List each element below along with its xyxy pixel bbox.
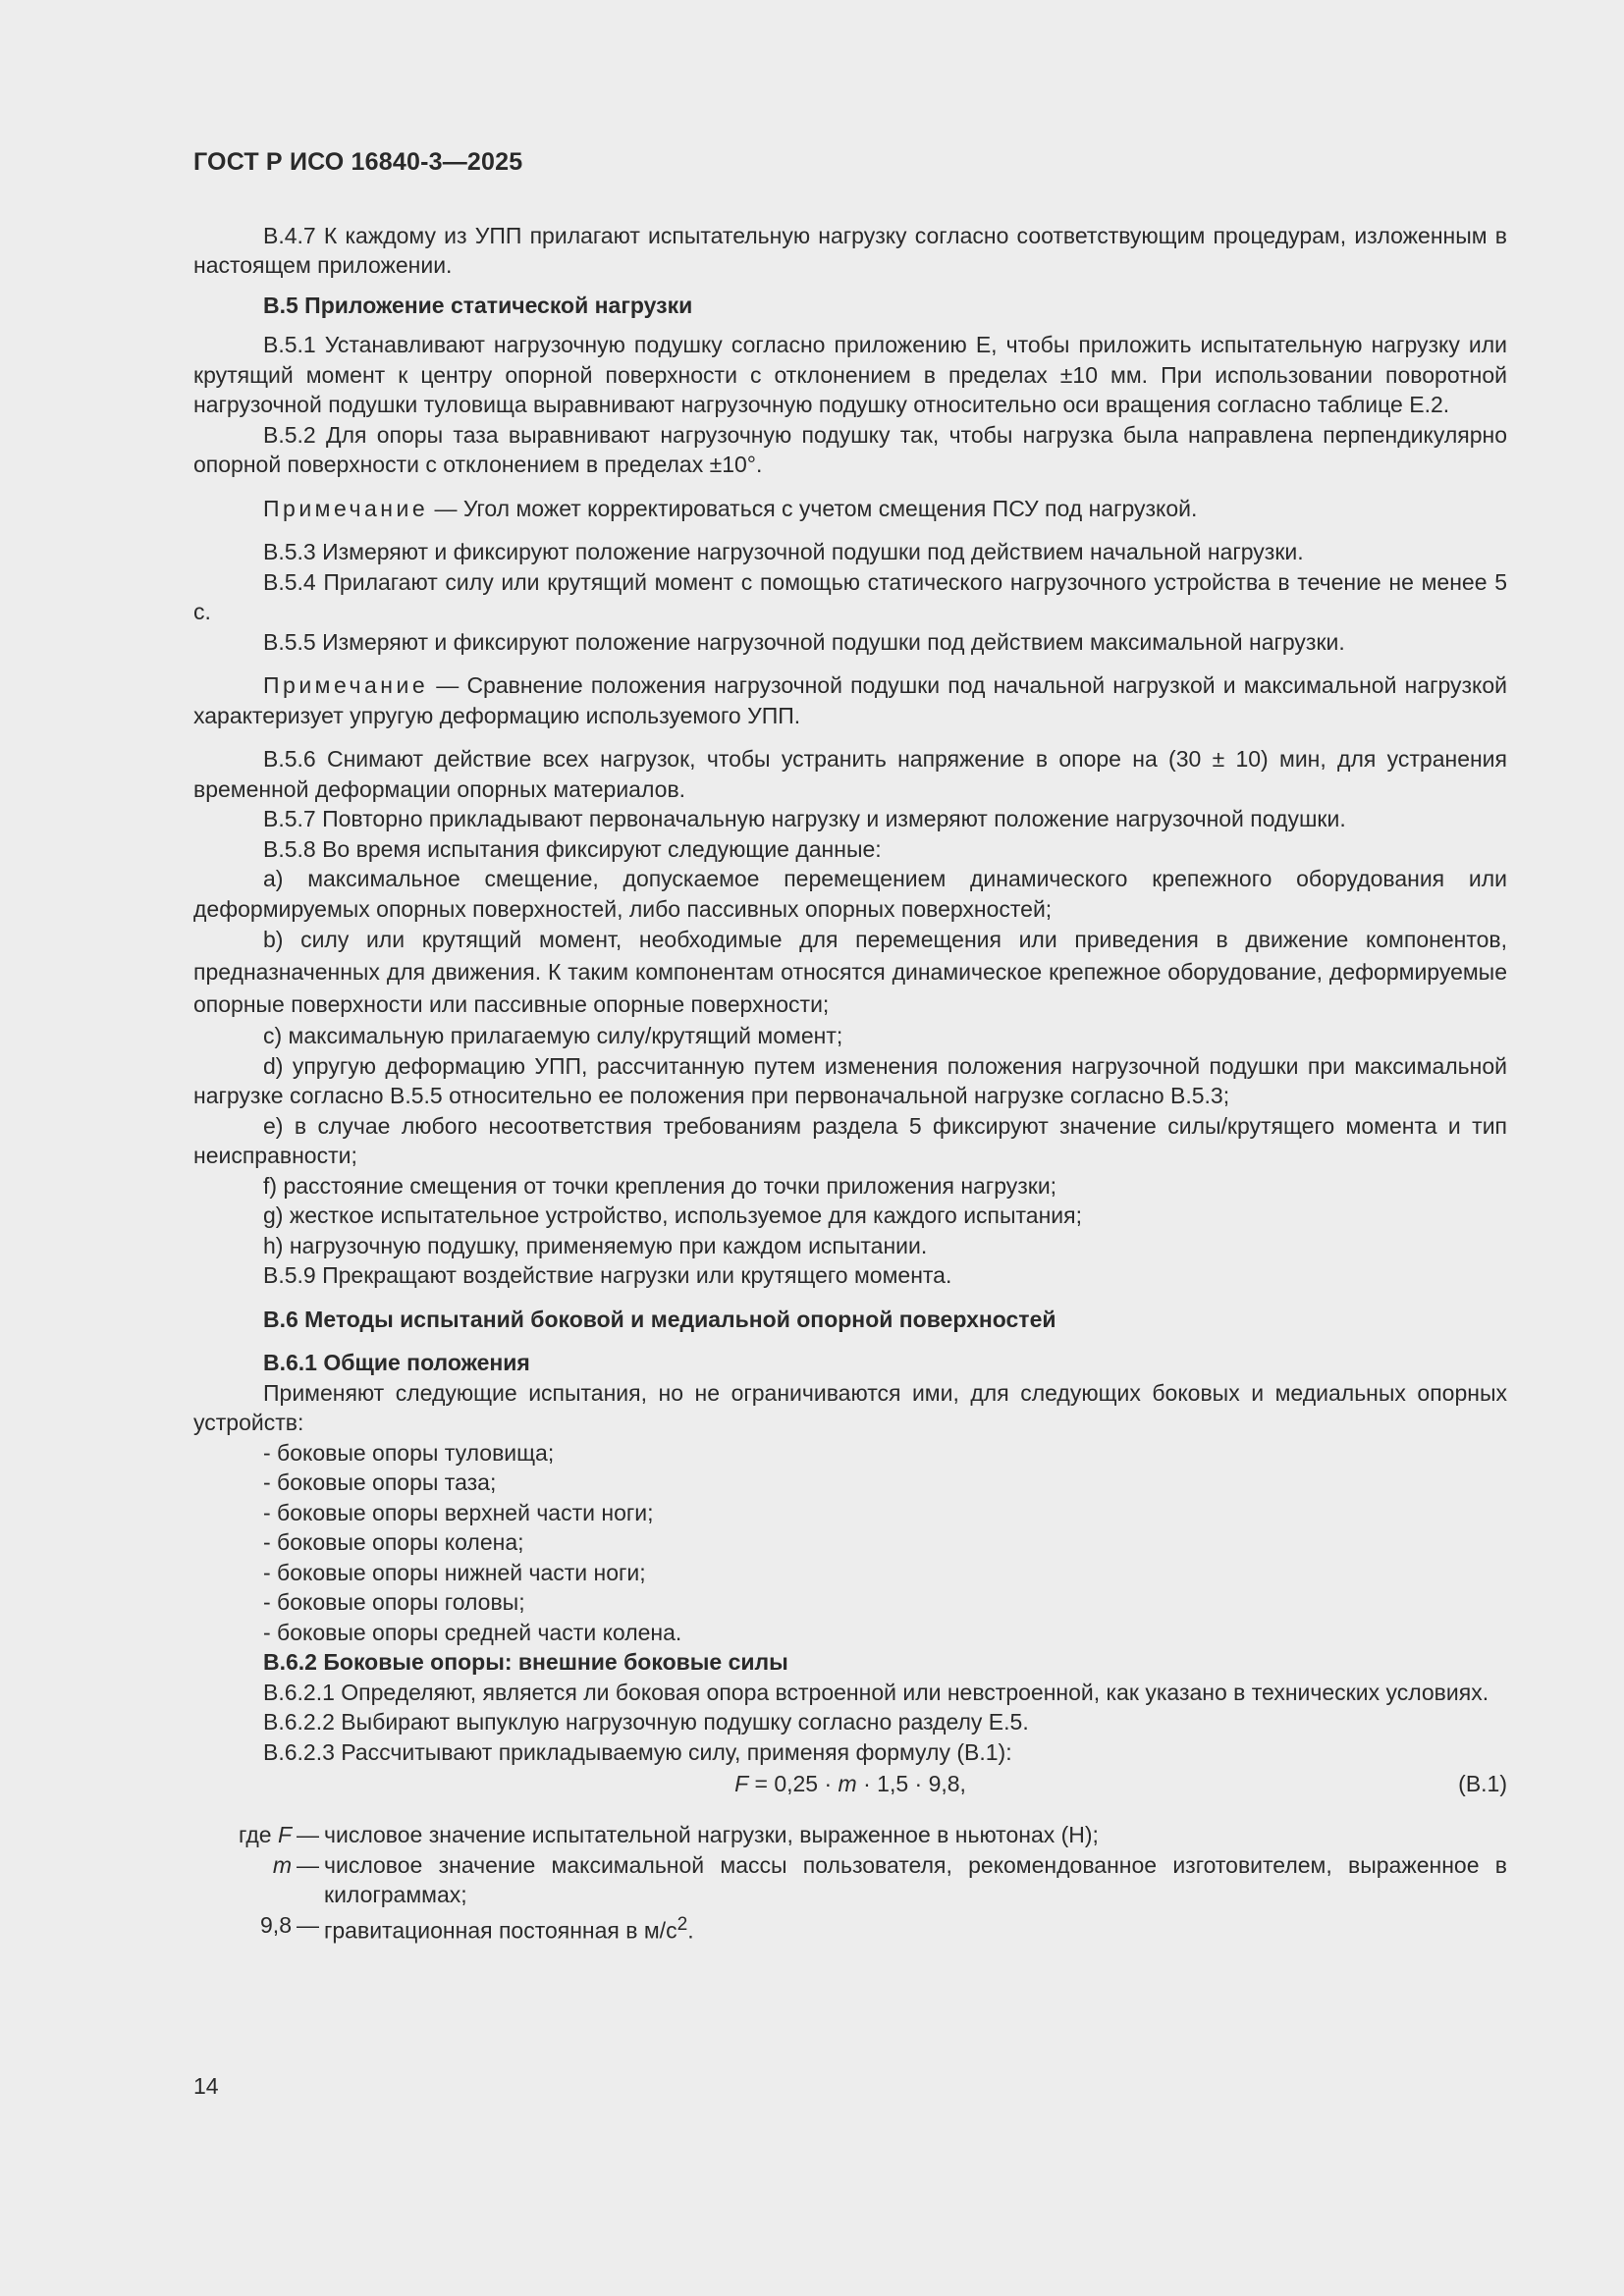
formula-part: = 0,25 · (748, 1771, 839, 1796)
clause-b51: В.5.1 Устанавливают нагрузочную подушку согласно приложению Е, чтобы приложить испытательную нагрузку или крутящий момент к центру опорной поверхности с отклонением в пределах ±10 мм. При использовании поворотной нагрузочной подушки туловища выравнивают нагрузочную подушку относительно оси вращения согласно таблице Е.2. (193, 332, 1507, 417)
page-content (193, 147, 1507, 1946)
where-label: где (238, 1822, 272, 1847)
note-label: Примечание (263, 672, 429, 698)
section-b6-title: В.6 Методы испытаний боковой и медиальной опорной поверхностей (263, 1306, 1056, 1332)
note-label: Примечание (263, 495, 429, 521)
clause-b52: В.5.2 Для опоры таза выравнивают нагрузочную подушку так, чтобы нагрузка была направлена перпендикулярно опорной поверхности с отклонением в пределах ±10°. (193, 421, 1507, 477)
formula-definitions (193, 1820, 1507, 1946)
clause-b56: В.5.6 Снимают действие всех нагрузок, чтобы устранить напряжение в опоре на (30 ± 10) мин, для устранения временной деформации опорных материалов. (193, 746, 1507, 802)
list-item-b: b) силу или крутящий момент, необходимые для перемещения или приведения в движение компонентов, предназначенных для движения. К таким компонентам относятся динамическое крепежное оборудование, деформируемые опорные поверхности или пассивные опорные поверхности; (193, 927, 1507, 1017)
superscript: 2 (677, 1913, 688, 1935)
list-item-e: e) в случае любого несоответствия требованиям раздела 5 фиксируют значение силы/крутящего момента и тип неисправности; (193, 1112, 1507, 1168)
definition-dash: — (297, 1822, 319, 1847)
clause-b622: В.6.2.2 Выбирают выпуклую нагрузочную подушку согласно разделу Е.5. (263, 1709, 1029, 1735)
definition-dash: — (297, 1851, 319, 1878)
clause-b61-text: Применяют следующие испытания, но не ограничиваются ими, для следующих боковых и медиальных опорных устройств: (193, 1379, 1507, 1435)
note-2 (193, 670, 1507, 730)
list-item-g: g) жесткое испытательное устройство, используемое для каждого испытания; (263, 1202, 1082, 1228)
list-item: - боковые опоры колена; (263, 1529, 524, 1555)
list-item: - боковые опоры средней части колена. (263, 1619, 682, 1645)
section-b61-title: В.6.1 Общие положения (263, 1350, 530, 1375)
note-1-text: — Угол может корректироваться с учетом смещения ПСУ под нагрузкой. (428, 495, 1198, 521)
definition-text: числовое значение максимальной массы пользователя, рекомендованное изготовителем, выраженное в килограммах; (324, 1851, 1507, 1907)
definition-f (193, 1820, 1507, 1850)
clause-b53: В.5.3 Измеряют и фиксируют положение нагрузочной подушки под действием начальной нагрузки. (263, 539, 1304, 564)
section-b5-title: В.5 Приложение статической нагрузки (263, 292, 693, 318)
definition-text (324, 1910, 1507, 1946)
list-item-c: c) максимальную прилагаемую силу/крутящий момент; (263, 1023, 843, 1048)
clause-b623: В.6.2.3 Рассчитывают прикладываемую силу, применяя формулу (В.1): (263, 1738, 1012, 1765)
formula-part: · 1,5 · 9,8, (856, 1771, 966, 1796)
definition-text-end: . (687, 1917, 694, 1944)
section-b62-title: В.6.2 Боковые опоры: внешние боковые силы (263, 1649, 788, 1675)
list-item: - боковые опоры верхней части ноги; (263, 1499, 654, 1525)
clause-b47: В.4.7 К каждому из УПП прилагают испытательную нагрузку согласно соответствующим процедурам, изложенным в настоящем приложении. (193, 222, 1507, 278)
formula-number: (В.1) (1458, 1771, 1507, 1796)
document-header: ГОСТ Р ИСО 16840-3—2025 (193, 148, 523, 176)
list-item: - боковые опоры таза; (263, 1469, 497, 1495)
definition-term (193, 1850, 292, 1881)
page-number: 14 (193, 2073, 219, 2099)
list-item: - боковые опоры туловища; (263, 1439, 555, 1466)
supports-list (263, 1438, 1507, 1648)
clause-b621: В.6.2.1 Определяют, является ли боковая опора встроенной или невстроенной, как указано в технических условиях. (263, 1679, 1489, 1705)
list-item-a: a) максимальное смещение, допускаемое перемещением динамического крепежного оборудования или деформируемых опорных поверхностей, либо пассивных опорных поверхностей; (193, 866, 1507, 922)
list-item: - боковые опоры головы; (263, 1589, 525, 1615)
definition-text: числовое значение испытательной нагрузки, выраженное в ньютонах (Н); (324, 1822, 1099, 1847)
list-item-d: d) упругую деформацию УПП, рассчитанную путем изменения положения нагрузочной подушки при максимальной нагрузке согласно В.5.5 относительно ее положения при первоначальной нагрузке согласно В.5.3; (193, 1052, 1507, 1108)
clause-b55: В.5.5 Измеряют и фиксируют положение нагрузочной подушки под действием максимальной нагрузки. (263, 628, 1345, 655)
definition-text-main: гравитационная постоянная в м/с (324, 1917, 677, 1944)
definition-dash: — (297, 1911, 319, 1938)
definition-m (193, 1850, 1507, 1910)
list-item-f: f) расстояние смещения от точки крепления до точки приложения нагрузки; (263, 1172, 1057, 1199)
definition-g (193, 1910, 1507, 1946)
formula-b1 (193, 1769, 1507, 1802)
formula-var-m: m (838, 1771, 857, 1796)
formula-expression (193, 1769, 1507, 1799)
note-2-text: — Сравнение положения нагрузочной подушки под начальной нагрузкой и максимальной нагрузкой характеризует упругую деформацию используемого УПП. (193, 672, 1507, 728)
var-m: m (272, 1851, 292, 1878)
clause-b59: В.5.9 Прекращают воздействие нагрузки или крутящего момента. (263, 1262, 952, 1288)
definition-term: 9,8 (260, 1911, 292, 1938)
clause-b57: В.5.7 Повторно прикладывают первоначальную нагрузку и измеряют положение нагрузочной подушки. (263, 806, 1346, 831)
note-1 (193, 494, 1507, 524)
formula-var-f: F (734, 1771, 749, 1796)
clause-b58: В.5.8 Во время испытания фиксируют следующие данные: (263, 835, 882, 862)
list-item-h: h) нагрузочную подушку, применяемую при каждом испытании. (263, 1232, 928, 1258)
definition-term (193, 1820, 292, 1850)
list-item: - боковые опоры нижней части ноги; (263, 1559, 646, 1585)
var-f: F (277, 1822, 292, 1847)
clause-b54: В.5.4 Прилагают силу или крутящий момент с помощью статического нагрузочного устройства в течение не менее 5 с. (193, 568, 1507, 624)
